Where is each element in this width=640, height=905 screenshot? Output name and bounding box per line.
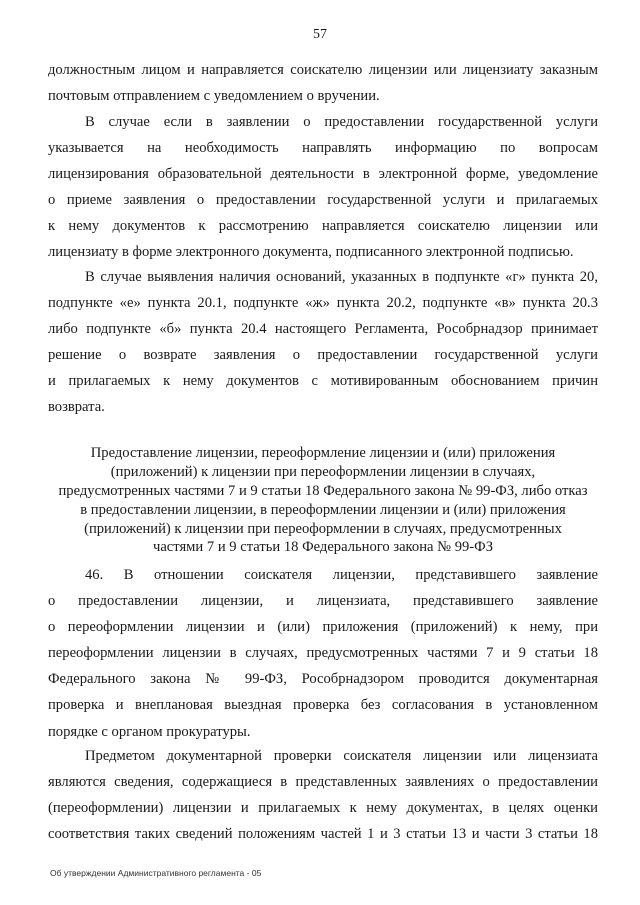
paragraph-return-grounds: [48, 264, 598, 421]
heading-line: частями 7 и 9 статьи 18 Федерального закона № 99-ФЗ: [152, 539, 494, 556]
text-line: порядке с органом прокуратуры.: [48, 723, 251, 740]
text-line: проверка и внеплановая выездная проверка без согласования в установленном: [48, 697, 598, 714]
text-line: и прилагаемых к нему документов с мотивированным обоснованием причин: [48, 373, 598, 390]
text-line: В случае если в заявлении о предоставлении государственной услуги: [85, 114, 598, 130]
paragraph-subject-of-inspection: [48, 743, 598, 847]
text-line: о приеме заявления о предоставлении государственной услуги и прилагаемых: [48, 192, 598, 209]
text-line: возврата.: [48, 399, 105, 416]
paragraph-continuation: [48, 57, 598, 109]
text-line: В случае выявления наличия оснований, указанных в подпункте «г» пункта 20,: [85, 269, 598, 285]
text-line: 46. В отношении соискателя лицензии, представившего заявление: [85, 567, 598, 583]
heading-line: (приложений) к лицензии при переоформлении лицензии в случаях,: [110, 463, 536, 480]
text-line: подпункте «е» пункта 20.1, подпункте «ж» пункта 20.2, подпункте «в» пункта 20.3: [48, 295, 598, 312]
section-heading: [48, 444, 598, 557]
text-line: являются сведения, содержащиеся в представленных заявлениях о предоставлении: [48, 774, 598, 791]
page-number: 57: [313, 27, 327, 42]
text-line: либо подпункте «б» пункта 20.4 настоящего Регламента, Рособрнадзор принимает: [48, 321, 598, 338]
heading-line: (приложений) к лицензии при переоформлении в случаях, предусмотренных: [84, 520, 562, 537]
text-line: Федерального закона № 99-ФЗ, Рособрнадзором проводится документарная: [48, 671, 598, 688]
paragraph-46: [48, 562, 598, 745]
text-line: о предоставлении лицензии, и лицензиата, представившего заявление: [48, 593, 598, 610]
heading-line: предусмотренных частями 7 и 9 статьи 18 Федерального закона № 99-ФЗ, либо отказ: [58, 482, 588, 499]
heading-line: Предоставление лицензии, переоформление лицензии и (или) приложения: [90, 445, 556, 461]
text-line: лицензиату в форме электронного документа, подписанного электронной подписью.: [48, 244, 574, 261]
text-line: должностным лицом и направляется соискателю лицензии или лицензиату заказным: [48, 62, 598, 78]
text-line: лицензирования образовательной деятельности в электронной форме, уведомление: [48, 166, 598, 183]
footer-note: Об утверждении Административного регламента - 05: [50, 868, 262, 878]
paragraph-electronic-notification: [48, 109, 598, 266]
text-line: о переоформлении лицензии и (или) приложения (приложений) к нему, при: [48, 619, 598, 636]
text-line: почтовым отправлением с уведомлением о вручении.: [48, 88, 380, 105]
text-line: переоформлении лицензии в случаях, предусмотренных частями 7 и 9 статьи 18: [48, 645, 598, 662]
text-line: решение о возврате заявления о предоставлении государственной услуги: [48, 347, 598, 364]
text-line: к нему документов к рассмотрению направляется соискателю лицензии или: [48, 218, 598, 235]
text-line: Предметом документарной проверки соискателя лицензии или лицензиата: [85, 748, 598, 764]
heading-line: в предоставлении лицензии, в переоформлении лицензии и (или) приложения: [80, 501, 566, 518]
text-line: (переоформлении) лицензии и прилагаемых к нему документах, в целях оценки: [48, 800, 598, 817]
text-line: соответствия таких сведений положениям частей 1 и 3 статьи 13 и части 3 статьи 18: [48, 826, 598, 843]
text-line: указывается на необходимость направлять информацию по вопросам: [48, 140, 598, 157]
